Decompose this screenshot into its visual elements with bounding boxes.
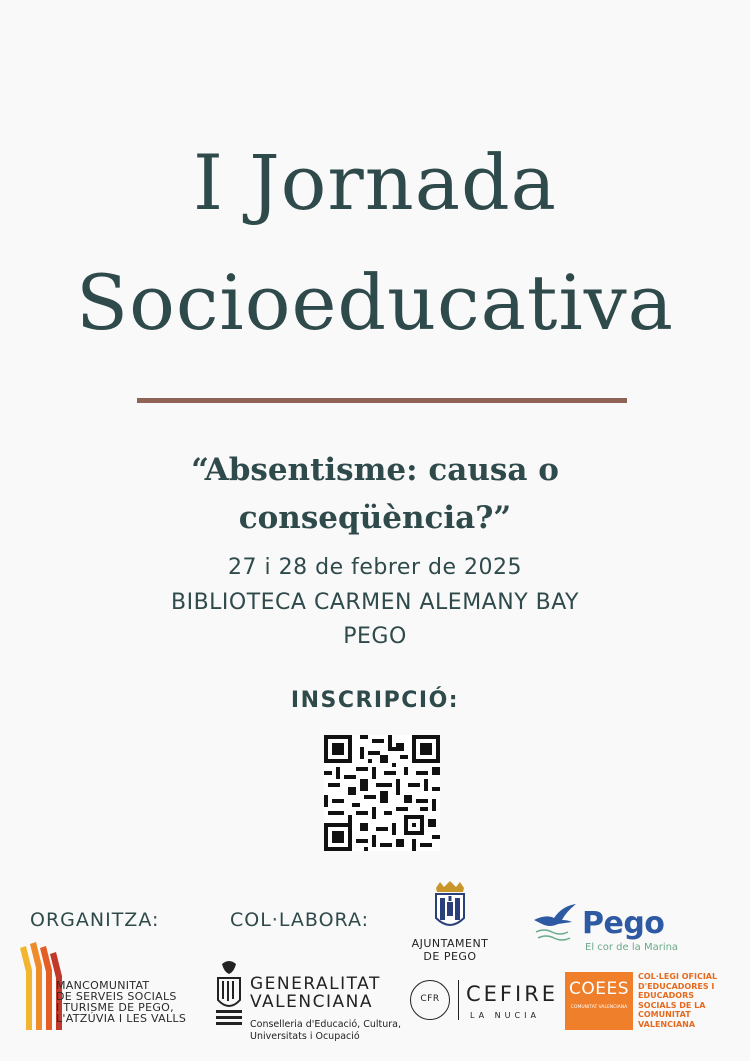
subtitle-line-1: “Absentisme: causa o xyxy=(191,452,559,488)
coees-wordmark: COEES xyxy=(568,979,630,999)
divider-rule xyxy=(137,398,627,403)
cefire-name: CEFIRE xyxy=(466,982,559,1006)
cefire-mark: CFR xyxy=(420,994,440,1004)
cefire-location: LA NUCIA xyxy=(470,1011,540,1020)
coees-text xyxy=(638,972,717,1030)
registration-label: INSCRIPCIÓ: xyxy=(290,688,460,713)
pego-bird-icon xyxy=(532,902,578,944)
pego-tagline: El cor de la Marina xyxy=(585,942,679,953)
generalitat-name xyxy=(250,975,381,1011)
event-town: PEGO xyxy=(343,624,407,649)
colabora-label: COL·LABORA: xyxy=(230,909,370,931)
generalitat-crest-icon xyxy=(212,960,246,1028)
ajuntament-text xyxy=(405,937,495,963)
coees-region: COMUNITAT VALENCIANA xyxy=(570,1005,628,1010)
cefire-divider xyxy=(458,980,459,1020)
ajuntament-line: AJUNTAMENT xyxy=(411,937,489,950)
ajuntament-line: DE PEGO xyxy=(423,950,477,963)
registration-qr-code[interactable] xyxy=(324,735,440,851)
organitza-label: ORGANITZA: xyxy=(30,909,160,931)
generalitat-subtitle xyxy=(250,1019,401,1043)
ajuntament-crest-icon xyxy=(430,880,470,932)
generalitat-name-line: VALENCIANA xyxy=(250,992,373,1012)
mancomunitat-line: DE SERVEIS SOCIALS xyxy=(56,990,177,1003)
coees-line: D'EDUCADORES I xyxy=(638,981,715,991)
event-dates: 27 i 28 de febrer de 2025 xyxy=(228,555,522,580)
title-line-2: Socioeducativa xyxy=(76,258,674,347)
title-line-1: I Jornada xyxy=(193,138,557,227)
generalitat-sub-line: Universitats i Ocupació xyxy=(250,1031,360,1042)
generalitat-sub-line: Conselleria d'Educació, Cultura, xyxy=(250,1019,402,1030)
pego-wordmark: Pego xyxy=(582,906,665,941)
generalitat-name-line: GENERALITAT xyxy=(250,974,381,994)
subtitle-line-2: conseqüència?” xyxy=(238,500,512,536)
coees-line: EDUCADORS xyxy=(638,991,695,1001)
coees-line: COMUNITAT xyxy=(638,1010,691,1020)
mancomunitat-line: L'ATZÚVIA I LES VALLS xyxy=(56,1012,187,1025)
mancomunitat-line: MANCOMUNITAT xyxy=(56,979,150,992)
event-venue: BIBLIOTECA CARMEN ALEMANY BAY xyxy=(170,590,579,615)
coees-line: VALENCIANA xyxy=(638,1019,696,1029)
coees-line: SOCIALS DE LA xyxy=(638,1000,706,1010)
coees-line: COL·LEGI OFICIAL xyxy=(638,972,718,981)
mancomunitat-line: I TURISME DE PEGO, xyxy=(56,1001,174,1014)
mancomunitat-text xyxy=(56,980,186,1024)
